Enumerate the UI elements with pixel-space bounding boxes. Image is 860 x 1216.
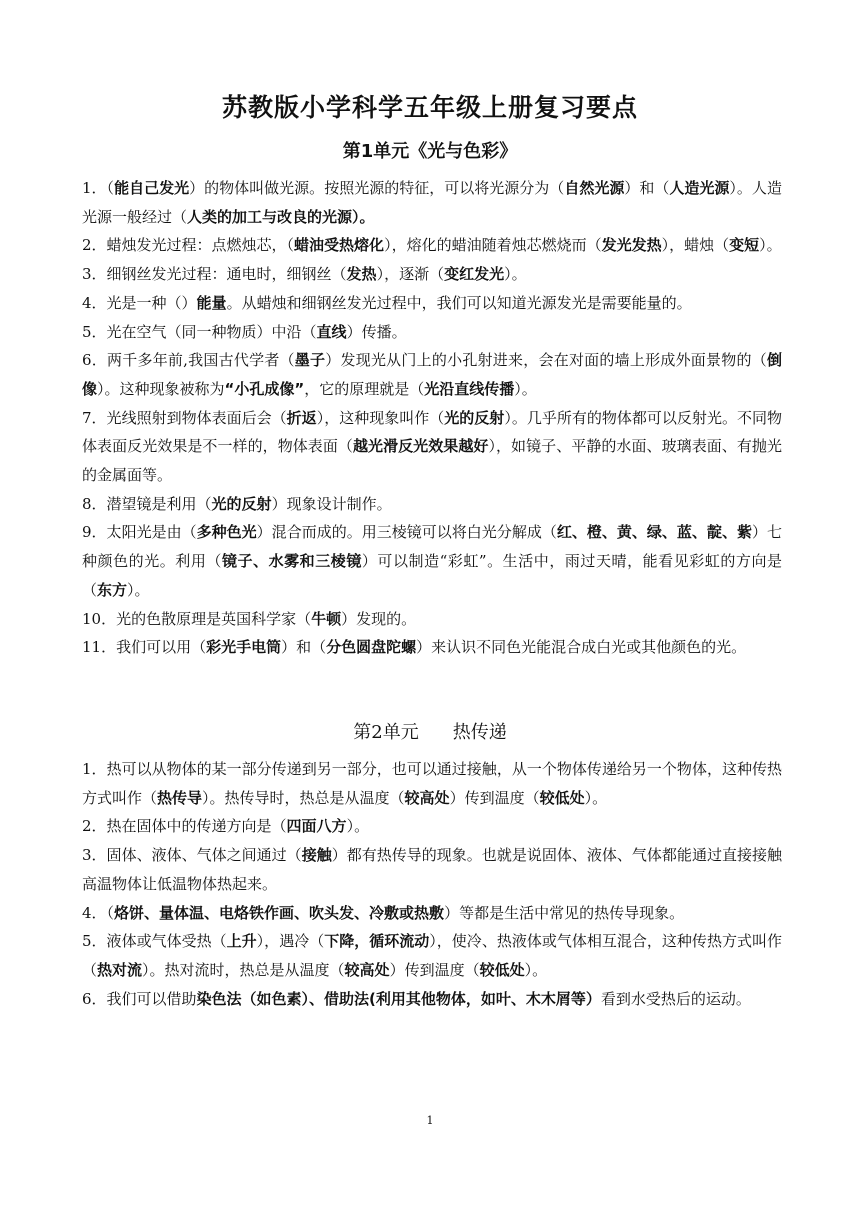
- item-text: 7．光线照射到物体表面后会（: [82, 408, 287, 427]
- item-text: 5．液体或气体受热（: [82, 932, 227, 951]
- list-item: [82, 841, 782, 898]
- answer-text: 分色圆盘陀螺: [326, 638, 417, 657]
- item-text: ）发现光从门上的小孔射进来，会在对面的墙上形成外面景物的（: [325, 351, 767, 370]
- item-text: ）。: [504, 265, 527, 284]
- answer-text: 四面八方: [286, 817, 347, 836]
- page-title: 苏教版小学科学五年级上册复习要点: [221, 93, 638, 122]
- answer-text: 人类的加工与改良的光源）。: [187, 207, 375, 226]
- item-text: ）。: [524, 960, 548, 979]
- unit2-heading-number: 第2单元: [353, 722, 419, 743]
- answer-text: 发光发热: [601, 236, 662, 255]
- answer-text: 多种色光: [196, 523, 257, 542]
- item-text: ）现象设计制作。: [271, 494, 392, 513]
- item-text: 9．太阳光是由（: [82, 523, 197, 542]
- item-text: ）。: [584, 788, 608, 807]
- answer-text: 越光滑反光效果越好: [352, 437, 489, 456]
- item-text: 3．细钢丝发光过程：通电时，细钢丝（: [82, 265, 347, 284]
- item-text: 4．（: [82, 903, 115, 922]
- answer-text: 热传导: [157, 788, 203, 807]
- item-text: ）传到温度（: [449, 788, 540, 807]
- item-text: ）七种颜色的光。利用（: [82, 523, 782, 571]
- item-text: ），熔化的蜡油随着烛芯燃烧而（: [384, 236, 602, 255]
- answer-text: 红、橙、黄、绿、蓝、靛、紫: [556, 523, 752, 542]
- item-text: 1．（: [82, 179, 115, 197]
- unit2-heading: [0, 718, 860, 744]
- item-text: ）传到温度（: [389, 960, 480, 979]
- answer-text: 能自己发光: [114, 179, 190, 197]
- list-item: [82, 174, 782, 231]
- item-text: ）和（: [624, 179, 670, 197]
- list-item: [82, 985, 782, 1014]
- unit2-heading-topic: 热传递: [452, 722, 507, 743]
- item-text: ）发现的。: [341, 609, 417, 628]
- item-text: 3．固体、液体、气体之间通过（: [82, 846, 302, 865]
- item-text: ，它的原理就是（: [304, 379, 425, 398]
- item-text: ）。这种现象被称为: [97, 379, 225, 398]
- list-item: [82, 812, 782, 841]
- item-text: 5．光在空气（同一种物质）中沿（: [82, 322, 317, 341]
- list-item: [82, 318, 782, 347]
- item-text: ），使冷、热液体或气体相互混合，这种传热方式叫作（: [82, 932, 782, 979]
- item-text: ）的物体叫做光源。按照光源的特征，可以将光源分为（: [189, 179, 565, 197]
- list-item: [82, 927, 782, 984]
- item-text: 2．蜡烛发光过程：点燃烛芯，（: [82, 236, 295, 255]
- answer-text: “小孔成像”: [224, 379, 305, 398]
- item-text: ）混合而成的。用三棱镜可以将白光分解成（: [256, 523, 557, 542]
- answer-text: 倒像: [82, 351, 782, 398]
- answer-text: 自然光源: [564, 179, 625, 197]
- item-text: ），蜡烛（: [661, 236, 730, 255]
- answer-text: 较高处: [404, 788, 450, 807]
- item-text: 11．我们可以用（: [82, 638, 207, 657]
- item-text: ）。: [346, 817, 370, 836]
- list-item: [82, 260, 782, 289]
- answer-text: 烙饼、量体温、电烙铁作画、吹头发、冷敷或热敷: [114, 903, 445, 922]
- item-text: ）。: [127, 580, 150, 599]
- list-item: [82, 605, 782, 634]
- answer-text: 墨子: [294, 351, 326, 370]
- answer-text: 上升: [226, 932, 257, 951]
- answer-text: 镜子、水雾和三棱镜: [221, 552, 362, 571]
- answer-text: 人造光源: [669, 179, 730, 197]
- answer-text: 直线: [316, 322, 347, 341]
- answer-text: 热对流: [97, 960, 143, 979]
- answer-text: 能量: [196, 293, 227, 312]
- answer-text: 较低处: [479, 960, 525, 979]
- item-text: ）可以制造“彩虹”。生活中，雨过天晴，能看见彩虹的方向是（: [82, 552, 782, 599]
- answer-text: 光的反射: [211, 494, 272, 513]
- item-text: 6．我们可以借助: [82, 989, 197, 1008]
- list-item: [82, 289, 782, 318]
- item-text: 8．潜望镜是利用（: [82, 494, 212, 513]
- unit1-list: [82, 174, 782, 662]
- item-text: ）。热对流时，热总是从温度（: [142, 960, 345, 979]
- item-text: 6．两千多年前,我国古代学者（: [82, 351, 295, 370]
- item-text: ）。热传导时，热总是从温度（: [202, 788, 405, 807]
- answer-text: 发热: [346, 265, 377, 284]
- unit1-heading: 第1单元《光与色彩》: [342, 141, 518, 162]
- item-text: 1．热可以从物体的某一部分传递到另一部分，也可以通过接触，从一个物体传递给另一个物体，这种传热方式叫作（: [82, 760, 782, 807]
- item-text: ）和（: [281, 638, 327, 657]
- item-text: 4．光是一种（）: [82, 293, 197, 312]
- list-item: [82, 404, 782, 490]
- list-item: [82, 755, 782, 812]
- answer-text: 较高处: [344, 960, 390, 979]
- answer-text: 牛顿: [311, 609, 342, 628]
- item-text: ）等都是生活中常见的热传导现象。: [444, 903, 685, 922]
- list-item: [82, 231, 782, 260]
- answer-text: 较低处: [539, 788, 585, 807]
- answer-text: 蜡油受热熔化: [294, 236, 385, 255]
- unit2-list: [82, 755, 782, 1013]
- item-text: 。从蜡烛和细钢丝发光过程中，我们可以知道光源发光是需要能量的。: [226, 293, 692, 312]
- item-text: ）。人造光源一般经过（: [82, 179, 782, 226]
- answer-text: 彩光手电筒: [206, 638, 282, 657]
- answer-text: 光沿直线传播: [424, 379, 515, 398]
- list-item: [82, 518, 782, 604]
- answer-text: 下降，循环流动: [324, 932, 430, 951]
- item-text: ）都有热传导的现象。也就是说固体、液体、气体都能通过直接接触高温物体让低温物体热起来。: [82, 846, 782, 893]
- answer-text: 折返: [286, 408, 317, 427]
- item-text: ），这种现象叫作（: [316, 408, 445, 427]
- item-text: ）来认识不同色光能混合成白光或其他颜色的光。: [416, 638, 747, 657]
- list-item: [82, 899, 782, 928]
- item-text: 看到水受热后的运动。: [600, 989, 751, 1008]
- answer-text: 东方: [97, 580, 128, 599]
- item-text: 10．光的色散原理是英国科学家（: [82, 609, 312, 628]
- answer-text: 光的反射: [444, 408, 505, 427]
- item-text: ），遇冷（: [256, 932, 325, 951]
- page-number: 1: [426, 1114, 434, 1127]
- list-item: [82, 490, 782, 519]
- item-text: ），逐渐（: [376, 265, 445, 284]
- item-text: ）。: [514, 379, 537, 398]
- answer-text: 接触: [301, 846, 332, 865]
- item-text: 2．热在固体中的传递方向是（: [82, 817, 287, 836]
- item-text: ）。几乎所有的物体都可以反射光。不同物体表面反光效果是不一样的，物体表面（: [82, 408, 782, 456]
- item-text: ）传播。: [346, 322, 407, 341]
- answer-text: 染色法（如色素）、借助法(利用其他物体，如叶、木木屑等）: [196, 989, 601, 1008]
- answer-text: 变红发光: [444, 265, 505, 284]
- answer-text: 变短: [729, 236, 760, 255]
- item-text: ）。: [759, 236, 782, 255]
- list-item: [82, 633, 782, 662]
- list-item: [82, 346, 782, 403]
- item-text: ），如镜子、平静的水面、玻璃表面、有抛光的金属面等。: [82, 437, 782, 485]
